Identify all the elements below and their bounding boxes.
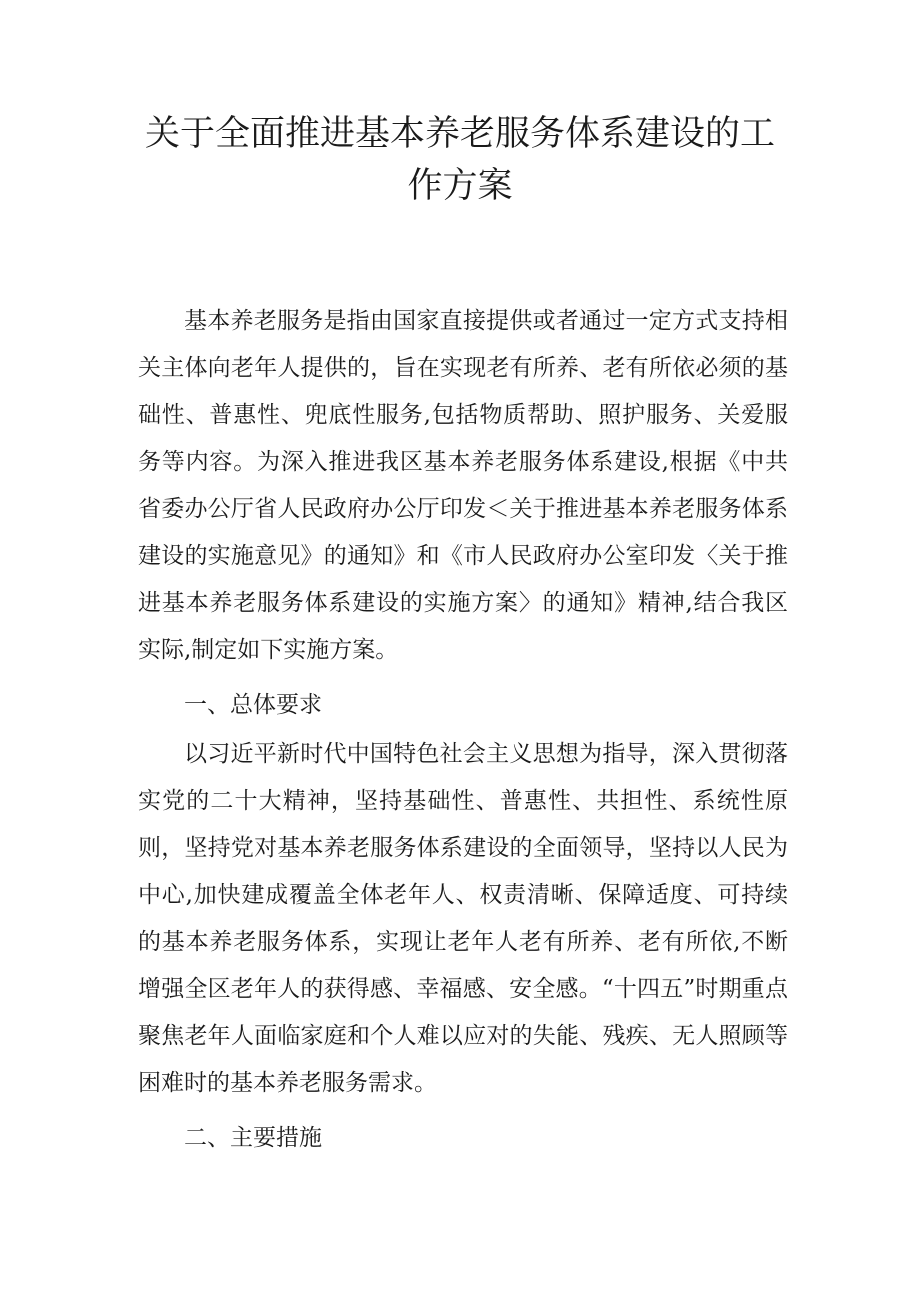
section-heading-overall bbox=[138, 682, 788, 729]
section-1-paragraph: 以习近平新时代中国特色社会主义思想为指导，深入贯彻落实党的二十大精神，坚持基础性、普惠性、共担性、系统性原则，坚持党对基本养老服务体系建设的全面领导，坚持以人民为中心,加快建成覆盖全体老年人、权责清晰、保障适度、可持续的基本养老服务体系，实现让老年人老有所养、老有所依,不断增强全区老年人的获得感、幸福感、安全感。“十四五”时期重点聚焦老年人面临家庭和个人难以应对的失能、残疾、无人照顾等困难时的基本养老服务需求。 bbox=[138, 741, 788, 1096]
intro-section bbox=[138, 298, 788, 674]
section-1-heading: 一、总体要求 bbox=[184, 692, 322, 718]
title-line-2: 作方案 bbox=[407, 166, 513, 206]
title-line-1: 关于全面推进基本养老服务体系建设的工 bbox=[144, 114, 775, 154]
document-title bbox=[130, 108, 790, 212]
section-heading-measures bbox=[138, 1115, 788, 1162]
intro-paragraph: 基本养老服务是指由国家直接提供或者通过一定方式支持相关主体向老年人提供的，旨在实现老有所养、老有所依必须的基础性、普惠性、兜底性服务,包括物质帮助、照护服务、关爱服务等内容。为深入推进我区基本养老服务体系建设,根据《中共省委办公厅省人民政府办公厅印发＜关于推进基本养老服务体系建设的实施意见》的通知》和《市人民政府办公室印发〈关于推进基本养老服务体系建设的实施方案〉的通知》精神,结合我区实际,制定如下实施方案。 bbox=[138, 308, 788, 663]
overall-section bbox=[138, 731, 788, 1107]
section-2-heading: 二、主要措施 bbox=[184, 1125, 322, 1151]
